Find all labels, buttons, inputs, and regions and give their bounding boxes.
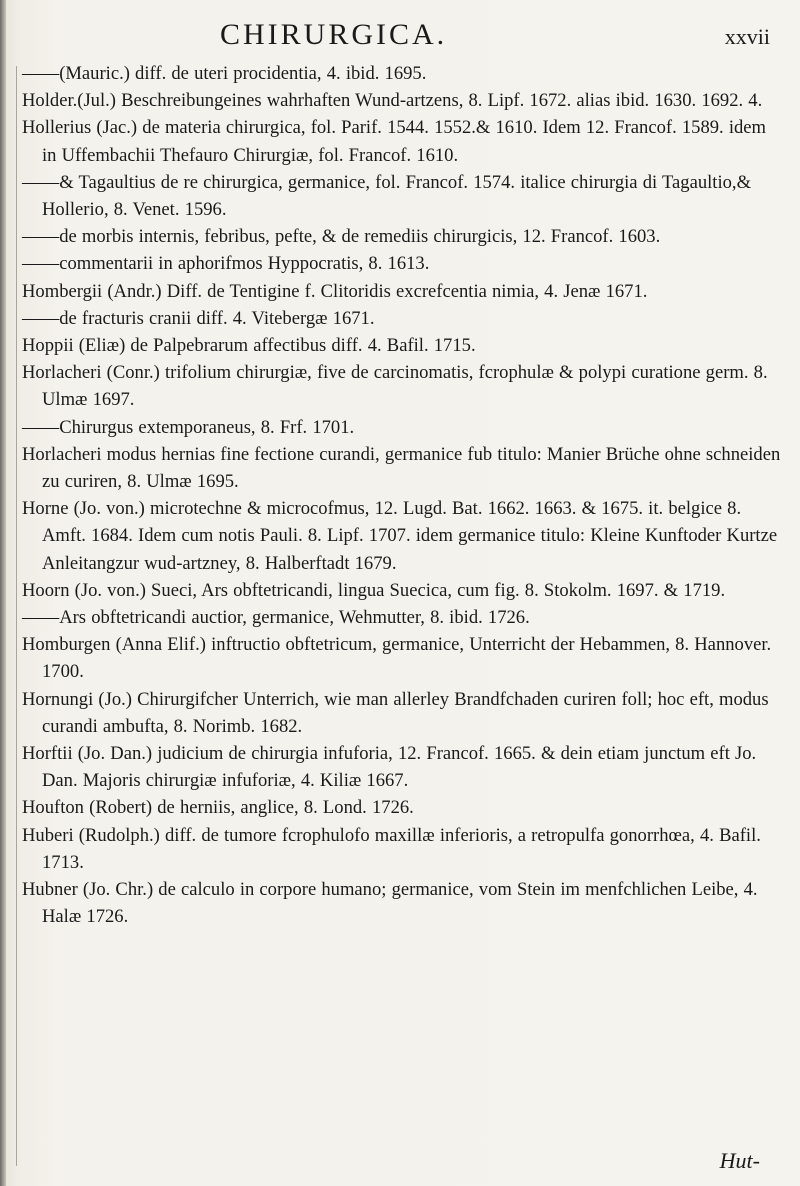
entry: ——Ars obftetricandi auctior, germanice, Wehmutter, 8. ibid. 1726. (22, 607, 530, 629)
catchword: Hut- (719, 1148, 760, 1173)
entry: Horlacheri modus hernias fine fectione curandi, germanice fub titulo: Manier Brüche ohne schneiden zu curiren, 8. Ulmæ 1695. (22, 443, 781, 493)
page-number: xxvii (724, 24, 770, 49)
entry: ——de fracturis cranii diff. 4. Vitebergæ 1671. (22, 307, 375, 329)
entry: Hombergii (Andr.) Diff. de Tentigine f. Clitoridis excrefcentia nimia, 4. Jenæ 1671. (22, 280, 648, 302)
entry: Huberi (Rudolph.) diff. de tumore fcrophulofo maxillæ inferioris, a retropulfa gonorrhœa, 4. Bafil. 1713. (22, 824, 761, 873)
entry: ——de morbis internis, febribus, pefte, & de remediis chirurgicis, 12. Francof. 1603. (22, 226, 661, 248)
margin-rule (16, 66, 17, 1166)
entry: Horftii (Jo. Dan.) judicium de chirurgia infuforia, 12. Francof. 1665. & dein etiam junctum eft Jo. Dan. Majoris chirurgiæ infuforiæ, 4. Kiliæ 1667. (22, 743, 757, 792)
entry: Homburgen (Anna Elif.) inftructio obftetricum, germanice, Unterricht der Hebammen, 8. Hannover. 1700. (22, 634, 772, 683)
entry: Hornungi (Jo.) Chirurgifcher Unterrich, wie man allerley Brandfchaden curiren foll; hoc eft, modus curandi ambufta, 8. Norimb. 1682. (22, 688, 769, 737)
entry: ——Chirurgus extemporaneus, 8. Frf. 1701. (22, 416, 355, 438)
entry: ——& Tagaultius de re chirurgica, germanice, fol. Francof. 1574. italice chirurgia di Tagaultio,& Hollerio, 8. Venet. 1596. (22, 171, 752, 221)
entry: Hoorn (Jo. von.) Sueci, Ars obftetricandi, lingua Suecica, cum fig. 8. Stokolm. 1697. & 1719. (22, 579, 726, 601)
entry: Horne (Jo. von.) microtechne & microcofmus, 12. Lugd. Bat. 1662. 1663. & 1675. it. belgice 8. Amft. 1684. Idem cum notis Pauli. 8. Lipf. 1707. idem germanice titulo: Kleine Kunftoder Kurtze Anleitangzur wud-artzney, 8. Halberftadt 1679. (22, 498, 778, 574)
bibliography-entries (22, 60, 784, 931)
running-title: CHIRURGICA. (220, 18, 448, 51)
entry: Horlacheri (Conr.) trifolium chirurgiæ, five de carcinomatis, fcrophulæ & polypi curatione germ. 8. Ulmæ 1697. (22, 362, 768, 411)
entry: Hollerius (Jac.) de materia chirurgica, fol. Parif. 1544. 1552.& 1610. Idem 12. Francof. 1589. idem in Uffembachii Thefauro Chirurgiæ, fol. Francof. 1610. (22, 117, 767, 166)
page-header (0, 18, 800, 54)
entry: Hubner (Jo. Chr.) de calculo in corpore humano; germanice, vom Stein im menfchlichen Leibe, 4. Halæ 1726. (22, 879, 758, 928)
entry: Hoppii (Eliæ) de Palpebrarum affectibus diff. 4. Bafil. 1715. (22, 335, 476, 357)
entry: Houfton (Robert) de herniis, anglice, 8. Lond. 1726. (22, 797, 414, 819)
entry: ——(Mauric.) diff. de uteri procidentia, 4. ibid. 1695. (22, 63, 427, 84)
entry: ——commentarii in aphorifmos Hyppocratis, 8. 1613. (22, 253, 430, 275)
entry: Holder.(Jul.) Beschreibungeines wahrhaften Wund-artzens, 8. Lipf. 1672. alias ibid. 1630. 1692. 4. (22, 90, 763, 112)
book-spine-shadow (0, 0, 6, 1186)
